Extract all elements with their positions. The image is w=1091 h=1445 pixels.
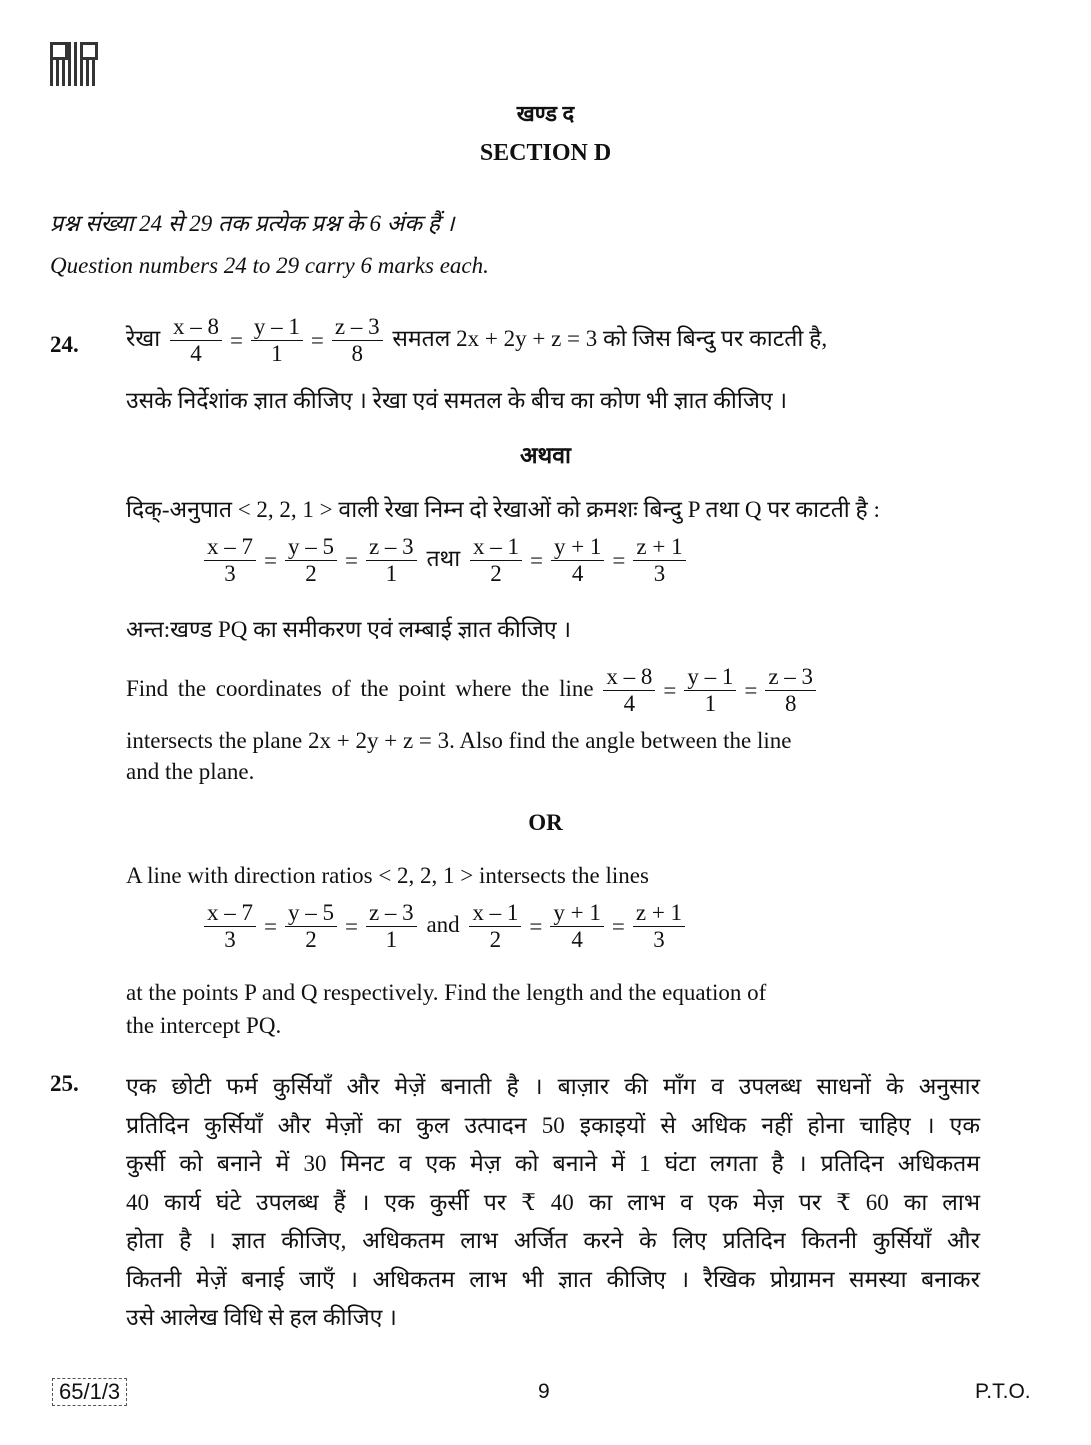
- q25-line: एक छोटी फर्म कुर्सियाँ और मेज़ें बनाती है । बाज़ार की माँग व उपलब्ध साधनों के अनुसार: [126, 1074, 980, 1099]
- q25-text: [126, 1068, 980, 1338]
- fraction: $\frac{z - 3}{8}$: [765, 664, 816, 718]
- q25-line: उसे आलेख विधि से हल कीजिए ।: [126, 1305, 397, 1330]
- fraction: $\frac{y + 1}{4}$: [550, 900, 603, 954]
- fraction: $\frac{x - 1}{2}$: [470, 534, 522, 588]
- q24-alt-hindi-line3: अन्त:खण्ड PQ का समीकरण एवं लम्बाई ज्ञात कीजिए ।: [126, 617, 572, 642]
- q24-alt-english-line3: at the points P and Q respectively. Find the length and the equation of: [126, 980, 767, 1005]
- fraction: $\frac{y + 1}{4}$: [551, 534, 604, 588]
- section-title-hindi: खण्ड द: [516, 101, 575, 126]
- instructions-english: Question numbers 24 to 29 carry 6 marks each.: [50, 253, 489, 278]
- q24-hindi-line1: रेखा $\frac{x - 8}{4}$ = $\frac{y - 1}{1}$ = $\frac{z - 3}{8}$ समतल 2x + 2y + z = 3 को जिस बिन्दु पर काटती है,: [126, 314, 828, 367]
- fraction: $\frac{x - 7}{3}$: [204, 534, 256, 588]
- fraction: $\frac{y - 1}{1}$: [684, 664, 736, 718]
- q24-alt-hindi-equations: $\frac{x - 7}{3}$ = $\frac{y - 5}{2}$ = $\frac{z - 3}{1}$ तथा $\frac{x - 1}{2}$ = $\frac{y + 1}{4}$ = $\frac{z + 1}{3}$: [200, 534, 690, 588]
- q24-text: Find the coordinates of the point where the line: [126, 676, 594, 702]
- q25-line: 40 कार्य घंटे उपलब्ध हैं । एक कुर्सी पर ₹ 40 का लाभ व एक मेज़ पर ₹ 60 का लाभ: [126, 1189, 980, 1215]
- fraction: $\frac{z - 3}{8}$: [332, 314, 383, 368]
- fraction: $\frac{y - 5}{2}$: [285, 534, 337, 588]
- page-number: 9: [538, 1380, 550, 1403]
- q24-alt-hindi-line1: दिक्-अनुपात < 2, 2, 1 > वाली रेखा निम्न दो रेखाओं को क्रमशः बिन्दु P तथा Q पर काटती है :: [126, 497, 880, 522]
- q24-hindi-line2: उसके निर्देशांक ज्ञात कीजिए । रेखा एवं समतल के बीच का कोण भी ज्ञात कीजिए ।: [126, 388, 788, 413]
- paper-code: 65/1/3: [52, 1378, 127, 1406]
- q24-english-line2: intersects the plane 2x + 2y + z = 3. Also find the angle between the line: [126, 728, 792, 753]
- section-title: SECTION D: [479, 140, 612, 166]
- q24-text: समतल 2x + 2y + z = 3 को जिस बिन्दु पर काटती है,: [392, 326, 828, 352]
- q24-english-line1: Find the coordinates of the point where the line $\frac{x - 8}{4}$ = $\frac{y - 1}{1}$ = $\frac{z - 3}{8}$: [126, 664, 980, 718]
- conjunction: and: [426, 912, 460, 938]
- or-english: OR: [528, 810, 563, 835]
- question-number-25: 25.: [50, 1071, 79, 1096]
- fraction: $\frac{z + 1}{3}$: [633, 534, 685, 588]
- pto-label: P.T.O.: [975, 1380, 1031, 1403]
- fraction: $\frac{x - 1}{2}$: [469, 900, 521, 954]
- fraction: $\frac{x - 8}{4}$: [170, 314, 222, 368]
- q24-alt-english-equations: $\frac{x - 7}{3}$ = $\frac{y - 5}{2}$ = $\frac{z - 3}{1}$ and $\frac{x - 1}{2}$ = $\frac{y + 1}{4}$ = $\frac{z + 1}{3}$: [200, 900, 689, 954]
- or-hindi: अथवा: [519, 443, 571, 468]
- fraction: $\frac{z + 1}{3}$: [633, 900, 685, 954]
- fraction: $\frac{y - 5}{2}$: [285, 900, 337, 954]
- q24-alt-english-line1: A line with direction ratios < 2, 2, 1 > intersects the lines: [126, 863, 649, 888]
- q24-text: रेखा: [126, 326, 161, 352]
- instructions-hindi: प्रश्न संख्या 24 से 29 तक प्रत्येक प्रश्न के 6 अंक हैं ।: [50, 211, 455, 236]
- q24-alt-english-line4: the intercept PQ.: [126, 1013, 282, 1038]
- q24-english-line3: and the plane.: [126, 759, 255, 784]
- conjunction: तथा: [426, 546, 461, 572]
- q25-line: कितनी मेज़ें बनाई जाएँ । अधिकतम लाभ भी ज्ञात कीजिए । रैखिक प्रोग्रामन समस्या बनाकर: [126, 1266, 980, 1292]
- fraction: $\frac{x - 7}{3}$: [204, 900, 256, 954]
- fraction: $\frac{y - 1}{1}$: [251, 314, 303, 368]
- fraction: $\frac{z - 3}{1}$: [366, 534, 417, 588]
- q25-line: प्रतिदिन कुर्सियाँ और मेज़ों का कुल उत्पादन 50 इकाइयों से अधिक नहीं होना चाहिए । एक: [126, 1112, 980, 1138]
- q25-line: होता है । ज्ञात कीजिए, अधिकतम लाभ अर्जित करने के लिए प्रतिदिन कितनी कुर्सियाँ और: [126, 1228, 980, 1253]
- fraction: $\frac{z - 3}{1}$: [366, 900, 417, 954]
- question-number-24: 24.: [50, 332, 79, 357]
- qr-code: [50, 42, 98, 86]
- fraction: $\frac{x - 8}{4}$: [603, 664, 655, 718]
- q25-line: कुर्सी को बनाने में 30 मिनट व एक मेज़ को बनाने में 1 घंटा लगता है । प्रतिदिन अधिकतम: [126, 1151, 980, 1176]
